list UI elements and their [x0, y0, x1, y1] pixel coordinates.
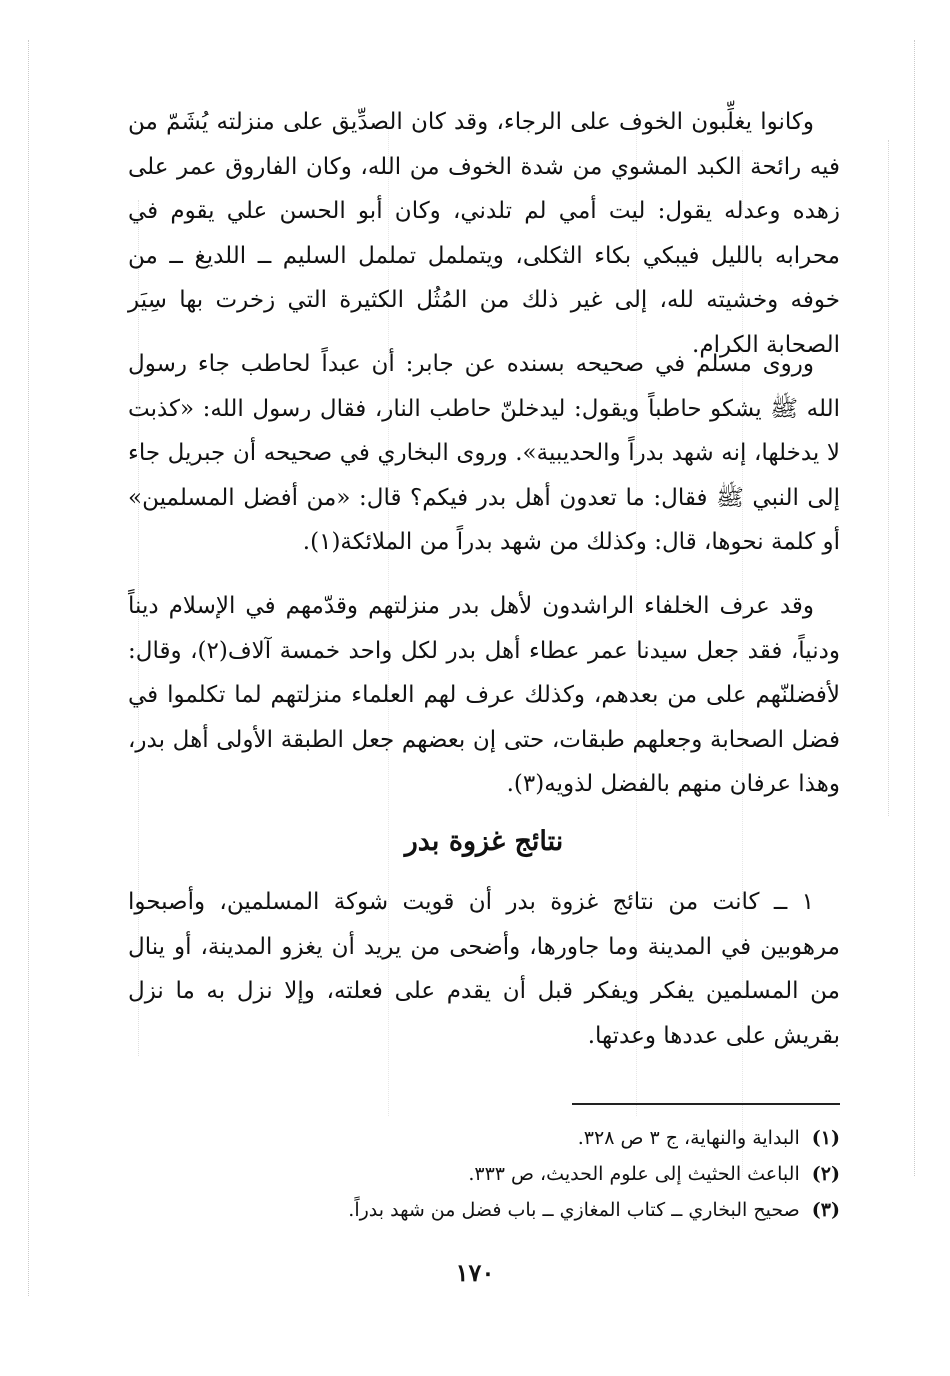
- footnote-text: صحيح البخاري ــ كتاب المغازي ــ باب فضل من شهد بدراً.: [348, 1199, 800, 1221]
- section-heading: نتائج غزوة بدر: [404, 826, 564, 857]
- footnote: [300, 1120, 840, 1156]
- body-paragraph-2-block: [128, 342, 840, 565]
- scan-guide-line: [888, 140, 889, 816]
- scan-guide-line: [28, 40, 29, 1296]
- footnote-text: البداية والنهاية، ج ٣ ص ٣٢٨.: [577, 1127, 800, 1149]
- footnote-separator: [572, 1103, 840, 1105]
- scan-guide-line: [914, 40, 915, 1176]
- body-paragraph: ١ ــ كانت من نتائج غزوة بدر أن قويت شوكة المسلمين، وأصبحوا مرهوبين في المدينة وما جاورها، وأضحى من يريد أن يغزو المدينة، أو ينال من المسلمين يفكر ويفكر قبل أن يقدم على فعلته، وإلا نزل به ما نزل بقريش على عددها وعدتها.: [128, 889, 840, 1049]
- body-paragraph: وروى مسلم في صحيحه بسنده عن جابر: أن عبداً لحاطب جاء رسول الله ﷺ يشكو حاطباً ويقول: ليدخلنّ حاطب النار، فقال رسول الله: «كذبت لا يدخلها، إنه شهد بدراً والحديبية». وروى البخاري في صحيحه أن جبريل جاء إلى النبي ﷺ فقال: ما تعدون أهل بدر فيكم؟ قال: «من أفضل المسلمين» أو كلمة نحوها، قال: وكذلك من شهد بدراً من الملائكة(١).: [128, 351, 840, 555]
- footnote-number: (١): [811, 1127, 840, 1149]
- body-paragraph: وقد عرف الخلفاء الراشدون لأهل بدر منزلتهم وقدّمهم في الإسلام ديناً ودنياً، فقد جعل سيدنا عمر عطاء أهل بدر لكل واحد خمسة آلاف(٢)، وقال: لأفضلنّهم على من بعدهم، وكذلك عرف لهم العلماء منزلتهم لما تكلموا في فضل الصحابة وجعلهم طبقات، حتى إن بعضهم جعل الطبقة الأولى أهل بدر، وهذا عرفان منهم بالفضل لذويه(٣).: [128, 593, 840, 797]
- body-paragraph-4-block: [128, 880, 840, 1058]
- footnotes: [300, 1120, 840, 1228]
- page-number: ١٧٠: [455, 1258, 495, 1287]
- footnote-number: (٢): [811, 1163, 840, 1185]
- footnote-text: الباعث الحثيث إلى علوم الحديث، ص ٣٣٣.: [468, 1163, 800, 1185]
- body-paragraph-3-block: [128, 584, 840, 807]
- footnote: [300, 1192, 840, 1228]
- body-paragraph: وكانوا يغلِّبون الخوف على الرجاء، وقد كان الصدِّيق على منزلته يُشَمّ من فيه رائحة الكبد المشوي من شدة الخوف من الله، وكان الفاروق عمر على زهده وعدله يقول: ليت أمي لم تلدني، وكان أبو الحسن علي يقوم في محرابه بالليل فيبكي بكاء الثكلى، ويتململ تململ السليم ــ اللديغ ــ من خوفه وخشيته لله، إلى غير ذلك من المُثُل الكثيرة التي زخرت بها سِيَر الصحابة الكرام.: [128, 109, 840, 358]
- footnote: [300, 1156, 840, 1192]
- footnote-number: (٣): [811, 1199, 840, 1221]
- body-paragraph-1-block: [128, 100, 840, 367]
